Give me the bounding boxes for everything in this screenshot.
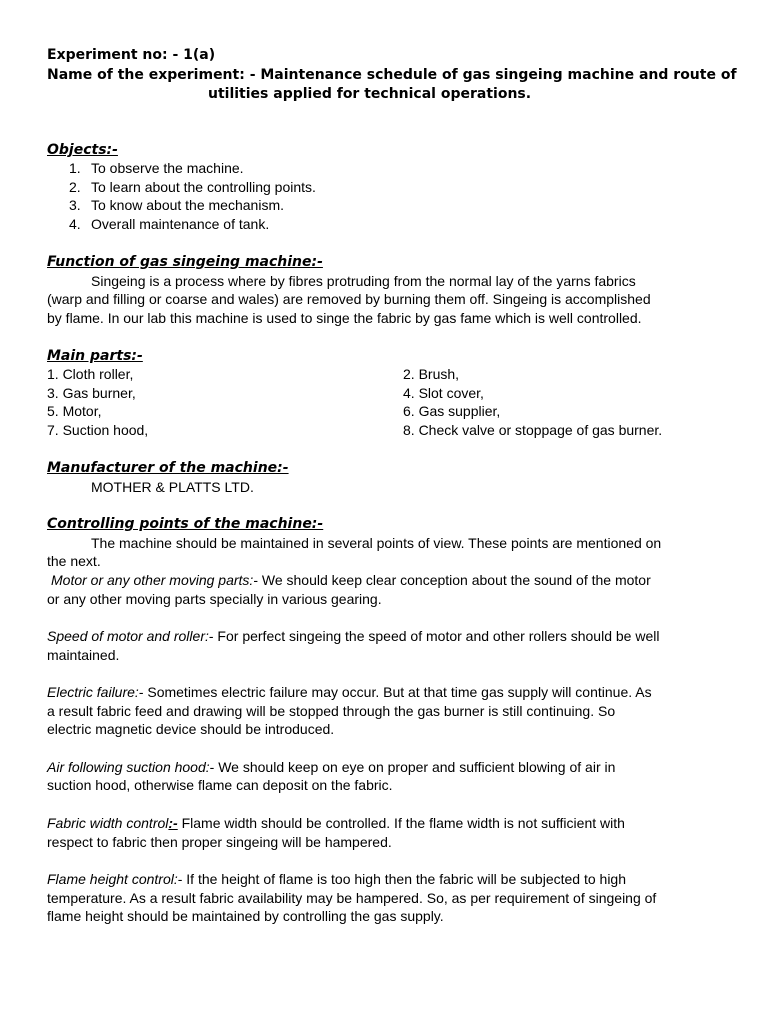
point-fabric-width-line-1 <box>47 815 625 831</box>
objects-item-1-num: 1. <box>69 160 81 176</box>
point-flame-height-text: - If the height of flame is too high then the fabric will be subjected to high <box>177 871 627 887</box>
point-fabric-width-lead: Fabric width control <box>47 815 169 831</box>
point-speed-line-1 <box>47 628 659 644</box>
objects-item-2-num: 2. <box>69 179 81 195</box>
objects-item-1-text: To observe the machine. <box>91 160 244 176</box>
objects-item-2-text: To learn about the controlling points. <box>91 179 316 195</box>
objects-item-2 <box>69 179 316 195</box>
function-text-line-3: by flame. In our lab this machine is used to singe the fabric by gas fame which is well controlled. <box>47 310 642 326</box>
point-flame-height-line-3: flame height should be maintained by controlling the gas supply. <box>47 908 444 924</box>
main-part-2: 2. Brush, <box>403 366 460 382</box>
point-speed-text: - For perfect singeing the speed of motor and other rollers should be well <box>208 628 660 644</box>
objects-item-3 <box>69 197 284 213</box>
point-fabric-width-lead-tail: :- <box>168 815 178 831</box>
controlling-intro-line-1: The machine should be maintained in several points of view. These points are mentioned on <box>91 535 662 551</box>
main-part-7: 7. Suction hood, <box>47 422 149 438</box>
function-text-line-1: Singeing is a process where by fibres protruding from the normal lay of the yarns fabrics <box>91 273 636 289</box>
objects-item-1 <box>69 160 244 176</box>
point-flame-height-line-1 <box>47 871 626 887</box>
point-air-line-2: suction hood, otherwise flame can deposit on the fabric. <box>47 777 393 793</box>
point-motor-text: - We should keep clear conception about the sound of the motor <box>253 572 651 588</box>
point-electric-line-1 <box>47 684 652 700</box>
function-text-line-2: (warp and filling or coarse and wales) are removed by burning them off. Singeing is accomplished <box>47 291 651 307</box>
point-motor-line-1 <box>51 572 651 588</box>
point-flame-height-lead: Flame height control: <box>47 871 178 887</box>
point-electric-lead: Electric failure: <box>47 684 139 700</box>
experiment-name-line-2: utilities applied for technical operations. <box>208 86 532 102</box>
main-part-8: 8. Check valve or stoppage of gas burner. <box>403 422 663 438</box>
main-part-1: 1. Cloth roller, <box>47 366 134 382</box>
function-heading: Function of gas singeing machine:- <box>47 254 323 270</box>
point-motor-line-2: or any other moving parts specially in various gearing. <box>47 591 382 607</box>
point-electric-line-2: a result fabric feed and drawing will be stopped through the gas burner is still continuing. So <box>47 703 616 719</box>
manufacturer-name: MOTHER & PLATTS LTD. <box>91 479 254 495</box>
point-speed-lead: Speed of motor and roller: <box>47 628 209 644</box>
point-motor-lead: Motor or any other moving parts: <box>51 572 254 588</box>
main-part-5: 5. Motor, <box>47 403 102 419</box>
point-air-text: - We should keep on eye on proper and sufficient blowing of air in <box>209 759 616 775</box>
main-part-4: 4. Slot cover, <box>403 385 484 401</box>
objects-item-4-text: Overall maintenance of tank. <box>91 216 270 232</box>
point-fabric-width-text: Flame width should be controlled. If the flame width is not sufficient with <box>177 815 625 831</box>
main-parts-heading: Main parts:- <box>47 348 143 364</box>
controlling-points-heading: Controlling points of the machine:- <box>47 516 324 532</box>
point-speed-line-2: maintained. <box>47 647 120 663</box>
main-part-3: 3. Gas burner, <box>47 385 136 401</box>
point-electric-line-3: electric magnetic device should be introduced. <box>47 721 335 737</box>
manufacturer-heading: Manufacturer of the machine:- <box>47 460 289 476</box>
experiment-name-line-1: Name of the experiment: - Maintenance schedule of gas singeing machine and route of <box>47 67 737 83</box>
objects-item-4-num: 4. <box>69 216 81 232</box>
point-flame-height-line-2: temperature. As a result fabric availability may be hampered. So, as per requirement of singeing of <box>47 890 657 906</box>
experiment-number: Experiment no: - 1(a) <box>47 47 216 63</box>
point-air-lead: Air following suction hood: <box>47 759 210 775</box>
objects-item-3-text: To know about the mechanism. <box>91 197 284 213</box>
point-air-line-1 <box>47 759 615 775</box>
controlling-intro-line-2: the next. <box>47 553 101 569</box>
main-part-6: 6. Gas supplier, <box>403 403 501 419</box>
objects-item-3-num: 3. <box>69 197 81 213</box>
point-electric-text: - Sometimes electric failure may occur. But at that time gas supply will continue. As <box>138 684 652 700</box>
point-fabric-width-line-2: respect to fabric then proper singeing will be hampered. <box>47 834 392 850</box>
objects-item-4 <box>69 216 269 232</box>
objects-heading: Objects:- <box>47 142 118 158</box>
